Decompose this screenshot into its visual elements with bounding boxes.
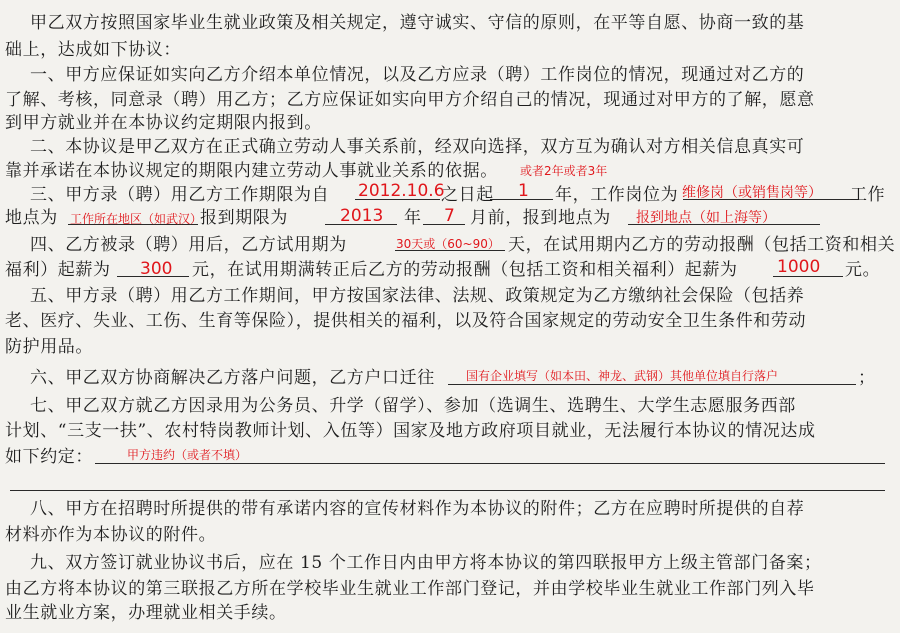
years-value: 1 [518,181,529,201]
text-line: 四、乙方被录（聘）用后，乙方试用期为 [30,235,347,255]
text-line: 工作 [850,185,886,205]
text-line: 一、甲方应保证如实向乙方介绍本单位情况，以及乙方应录（聘）工作岗位的情况，现通过对乙方的 [30,65,805,85]
text-line: 年，工作岗位为 [555,185,679,205]
text-line: 五、甲方录（聘）用乙方工作期间，甲方按国家法律、法规、政策规定为乙方缴纳社会保险（包括养 [30,286,805,306]
report-place-value: 报到地点（如上海等） [636,210,776,226]
text-line: 地点为 [5,208,58,228]
regular-salary-value: 1000 [777,257,821,277]
work-location-value: 工作所在地区（如武汉） [70,212,203,226]
text-line: 元，在试用期满转正后乙方的劳动报酬（包括工资和相关福利）起薪为 [192,260,738,280]
probation-value: 30天或（60~90） [396,237,500,251]
text-line: 年 [404,208,422,228]
text-line: 甲乙双方按照国家毕业生就业政策及相关规定，遵守诚实、守信的原则，在平等自愿、协商一致的基 [30,13,805,33]
text-line: 础上，达成如下协议： [5,40,181,60]
text-line: 到甲方就业并在本协议约定期限内报到。 [5,113,322,133]
text-line: 报到期限为 [200,208,288,228]
text-line: 之日起 [441,185,494,205]
text-line: 由乙方将本协议的第三联报乙方所在学校毕业生就业工作部门登记，并由学校毕业生就业工作部门列入毕 [5,579,815,599]
hukou-value: 国有企业填写（如本田、神龙、武钢）其他单位填自行落户 [466,369,779,383]
fill-underline [95,463,885,464]
text-line: 三、甲方录（聘）用乙方工作期限为自 [30,185,330,205]
fill-underline [448,384,856,385]
probation-salary-value: 300 [140,259,173,279]
text-line: 二、本协议是甲乙双方在正式确立劳动人事关系前，经双向选择，双方互为确认对方相关信息真实可 [30,137,805,157]
text-line: 业生就业方案，办理就业相关手续。 [5,603,287,623]
text-line: 天，在试用期内乙方的劳动报酬（包括工资和相关 [508,235,896,255]
text-line: 七、甲乙双方就乙方因录用为公务员、升学（留学）、参加（选调生、选聘生、大学生志愿服务西部 [30,396,796,416]
term-note: 或者2年或者3年 [520,164,608,178]
agreement-value: 甲方违约（或者不填） [127,448,248,462]
text-line: 如下约定： [5,447,93,467]
text-line: 月前，报到地点为 [470,208,611,228]
text-line: 九、双方签订就业协议书后，应在 15 个工作日内由甲方将本协议的第四联报甲方上级主管部门备案； [30,553,822,573]
position-value: 维修岗（或销售岗等） [682,185,822,201]
text-line: 福利）起薪为 [5,260,111,280]
text-line: 计划、“三支一扶”、农村特岗教师计划、入伍等）国家及地方政府项目就业，无法履行本协议的情况达成 [5,421,816,441]
report-month-value: 7 [444,206,455,226]
text-line: 元。 [845,260,881,280]
text-line: 材料亦作为本协议的附件。 [5,525,217,545]
text-line: 靠并承诺在本协议规定的期限内建立劳动人事就业关系的依据。 [5,161,498,181]
text-line: 八、甲方在招聘时所提供的带有承诺内容的宣传材料作为本协议的附件；乙方在应聘时所提供的自荐 [30,499,805,519]
text-line: 防护用品。 [5,337,93,357]
text-line: 老、医疗、失业、工伤、生育等保险），提供相关的福利，以及符合国家规定的劳动安全卫生条件和劳动 [5,311,807,331]
start-date-value: 2012.10.6 [358,181,445,201]
report-year-value: 2013 [340,206,384,226]
text-line: 了解、考核，同意录（聘）用乙方；乙方应保证如实向甲方介绍自己的情况，现通过对甲方的了解，愿意 [5,90,815,110]
text-line: 六、甲乙双方协商解决乙方落户问题，乙方户口迁往 [30,368,435,388]
text-line: ； [858,368,876,388]
blank-rule [10,490,885,491]
